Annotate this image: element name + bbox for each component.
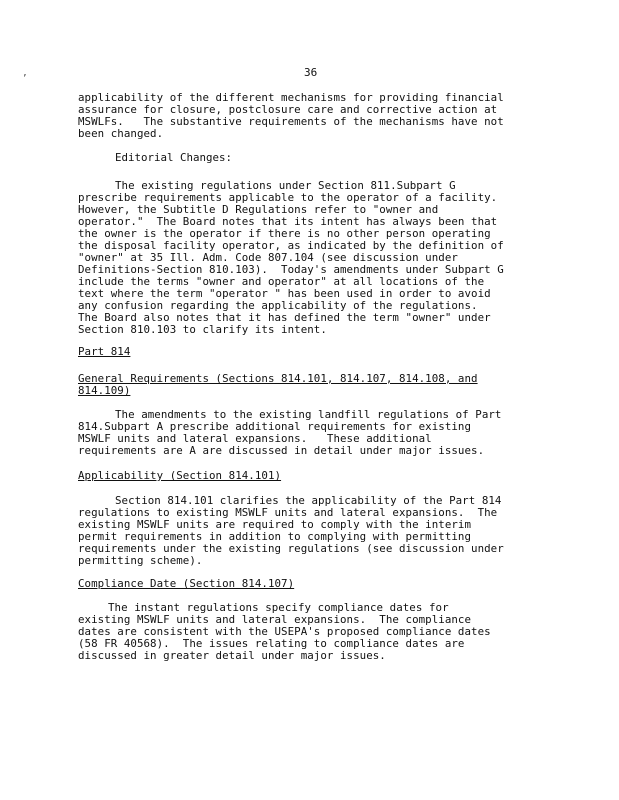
text-line: The instant regulations specify compliance dates for [108, 601, 449, 614]
text-line: operator." The Board notes that its intent has always been that [78, 215, 498, 228]
text-line: the owner is the operator if there is no other person operating [78, 227, 491, 240]
text-line: 814.Subpart A prescribe additional requirements for existing [78, 420, 472, 433]
text-line: "owner" at 35 Ill. Adm. Code 807.104 (see discussion under [78, 251, 458, 264]
text-line: applicability of the different mechanisms for providing financial [78, 91, 504, 104]
text-line: Section 810.103 to clarify its intent. [78, 323, 327, 336]
text-line: existing MSWLF units are required to comply with the interim [78, 518, 472, 531]
text-line: text where the term "operator " has been used in order to avoid [78, 287, 491, 300]
text-line: requirements under the existing regulations (see discussion under [78, 542, 504, 555]
text-line: The existing regulations under Section 811.Subpart G [115, 179, 456, 192]
text-line: Section 814.101 clarifies the applicability of the Part 814 [115, 494, 502, 507]
editorial-heading: Editorial Changes: [115, 151, 233, 164]
part-heading: Part 814 [78, 345, 131, 358]
text-line: MSWLFs. The substantive requirements of the mechanisms have not [78, 115, 504, 128]
text-line: discussed in greater detail under major issues. [78, 649, 386, 662]
general-requirements-heading: General Requirements (Sections 814.101, 814.107, 814.108, and [78, 372, 478, 385]
text-line: prescribe requirements applicable to the operator of a facility. [78, 191, 498, 204]
text-line: However, the Subtitle D Regulations refer to "owner and [78, 203, 439, 216]
text-line: the disposal facility operator, as indicated by the definition of [78, 239, 504, 252]
text-line: permitting scheme). [78, 554, 203, 567]
applicability-heading: Applicability (Section 814.101) [78, 469, 282, 482]
text-line: include the terms "owner and operator" at all locations of the [78, 275, 485, 288]
text-line: regulations to existing MSWLF units and lateral expansions. The [78, 506, 498, 519]
margin-mark: ’ [22, 74, 28, 84]
text-line: Definitions-Section 810.103). Today's amendments under Subpart G [78, 263, 504, 276]
text-line: existing MSWLF units and lateral expansions. The compliance [78, 613, 472, 626]
text-line: The amendments to the existing landfill regulations of Part [115, 408, 502, 421]
text-line: requirements are A are discussed in detail under major issues. [78, 444, 485, 457]
general-requirements-heading-cont: 814.109) [78, 384, 131, 397]
text-line: dates are consistent with the USEPA's proposed compliance dates [78, 625, 491, 638]
compliance-date-heading: Compliance Date (Section 814.107) [78, 577, 295, 590]
text-line: assurance for closure, postclosure care and corrective action at [78, 103, 498, 116]
text-line: (58 FR 40568). The issues relating to compliance dates are [78, 637, 465, 650]
text-line: MSWLF units and lateral expansions. These additional [78, 432, 432, 445]
text-line: any confusion regarding the applicability of the regulations. [78, 299, 478, 312]
text-line: permit requirements in addition to complying with permitting [78, 530, 472, 543]
text-line: The Board also notes that it has defined the term "owner" under [78, 311, 491, 324]
text-line: been changed. [78, 127, 164, 140]
page-number: 36 [304, 66, 318, 79]
